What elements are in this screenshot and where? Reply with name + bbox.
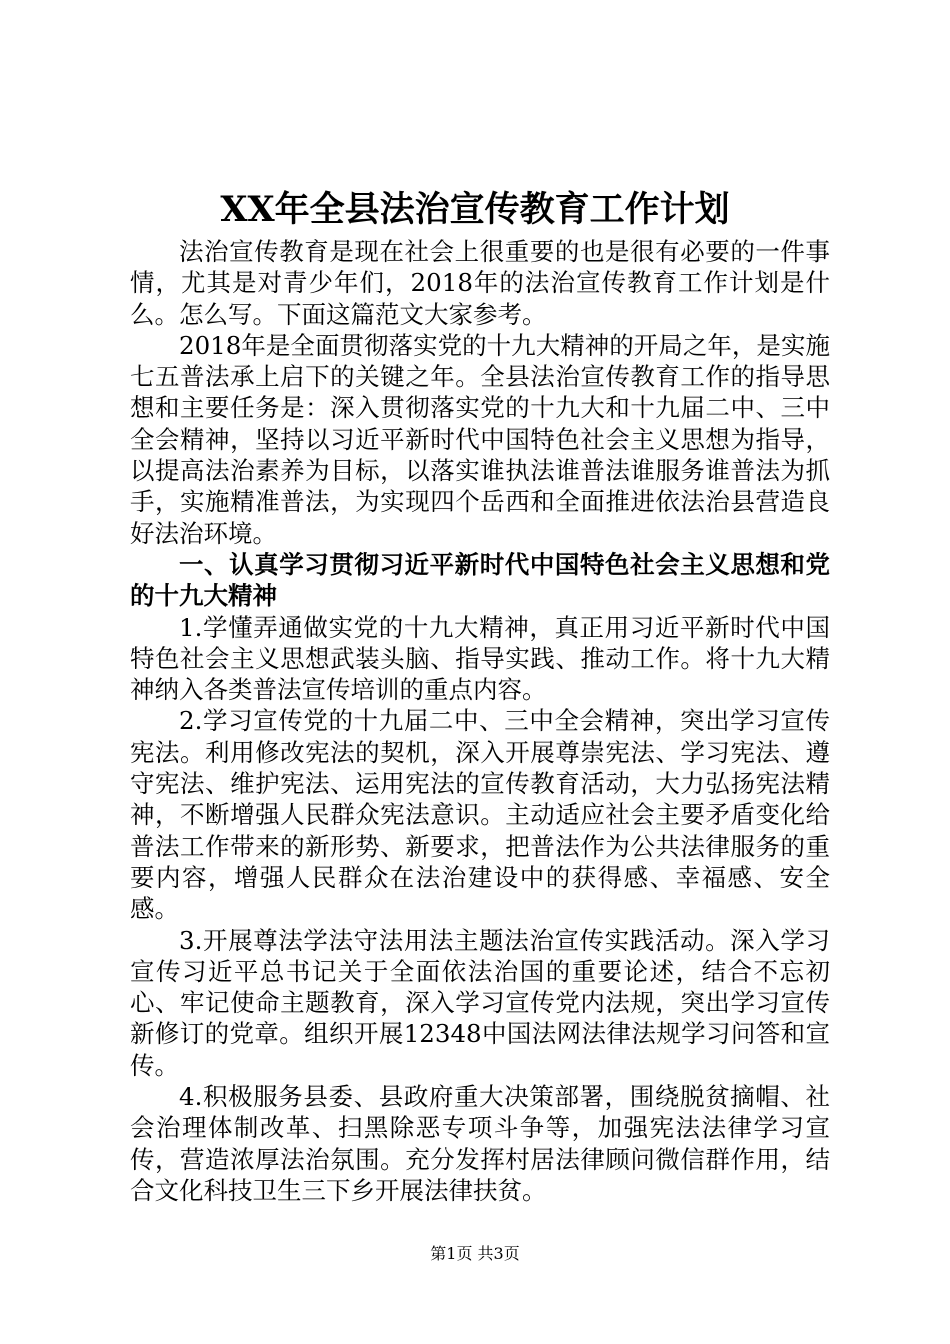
document-title: XX年全县法治宣传教育工作计划 [220,189,730,230]
intro-paragraph: 法治宣传教育是现在社会上很重要的也是很有必要的一件事情，尤其是对青少年们，2018年的法治宣传教育工作计划是什么。怎么写。下面这篇范文大家参考。 [130,237,830,329]
document-body [130,236,830,1206]
section-heading: 一、认真学习贯彻习近平新时代中国特色社会主义思想和党的十九大精神 [130,549,830,611]
item-paragraph-3: 3.开展尊法学法守法用法主题法治宣传实践活动。深入学习宣传习近平总书记关于全面依法治国的重要论述，结合不忘初心、牢记使命主题教育，深入学习宣传党内法规，突出学习宣传新修订的党章。组织开展12348中国法网法律法规学习问答和宣传。 [130,925,830,1080]
item-paragraph-1: 1.学懂弄通做实党的十九大精神，真正用习近平新时代中国特色社会主义思想武装头脑、指导实践、推动工作。将十九大精神纳入各类普法宣传培训的重点内容。 [130,612,830,705]
page-number-footer: 第1页 共3页 [430,1244,520,1263]
item-paragraph-2: 2.学习宣传党的十九届二中、三中全会精神，突出学习宣传宪法。利用修改宪法的契机，深入开展尊崇宪法、学习宪法、遵守宪法、维护宪法、运用宪法的宣传教育活动，大力弘扬宪法精神，不断增强人民群众宪法意识。主动适应社会主要矛盾变化给普法工作带来的新形势、新要求，把普法作为公共法律服务的重要内容，增强人民群众在法治建设中的获得感、幸福感、安全感。 [130,706,830,924]
guiding-principle-paragraph: 2018年是全面贯彻落实党的十九大精神的开局之年，是实施七五普法承上启下的关键之年。全县法治宣传教育工作的指导思想和主要任务是：深入贯彻落实党的十九大和十九届二中、三中全会精神，坚持以习近平新时代中国特色社会主义思想为指导，以提高法治素养为目标，以落实谁执法谁普法谁服务谁普法为抓手，实施精准普法，为实现四个岳西和全面推进依法治县营造良好法治环境。 [130,330,830,548]
item-paragraph-4: 4.积极服务县委、县政府重大决策部署，围绕脱贫摘帽、社会治理体制改革、扫黑除恶专项斗争等，加强宪法法律学习宣传，营造浓厚法治氛围。充分发挥村居法律顾问微信群作用，结合文化科技卫生三下乡开展法律扶贫。 [130,1082,830,1205]
